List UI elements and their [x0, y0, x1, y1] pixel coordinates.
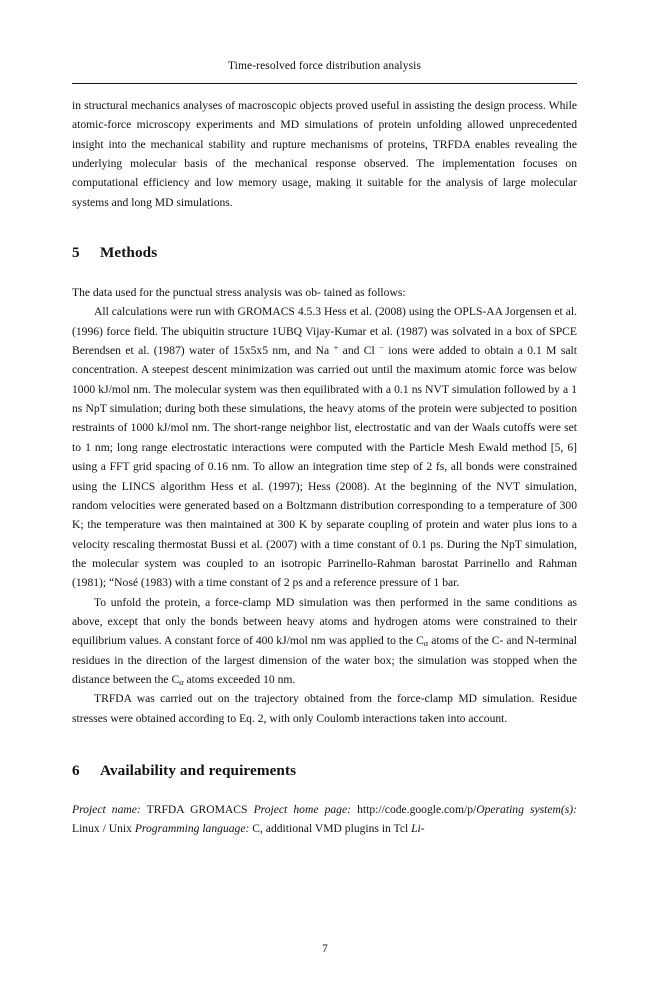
methods-paragraph-2 — [72, 593, 577, 690]
methods-intro-text: The data used for the punctual stress analysis was ob- tained as follows: — [72, 286, 406, 300]
header-rule — [72, 83, 577, 84]
section-title-availability: Availability and requirements — [100, 761, 297, 779]
methods-p1-part-b: and Cl — [338, 344, 380, 358]
spacer — [72, 263, 577, 283]
methods-p2-part-b: atoms of the C- and N-terminal residues in the direction of the largest dimension of the water box; the simulation was stopped when the distance between the C — [72, 634, 577, 686]
section-number-availability: 6 — [72, 761, 80, 779]
spacer — [72, 728, 577, 761]
c-alpha-subscript: α — [423, 639, 429, 649]
page-number: 7 — [322, 943, 328, 955]
value-operating-system: Linux / Unix — [72, 822, 132, 836]
methods-p2-part-c: atoms exceeded 10 nm. — [183, 672, 296, 686]
label-programming-language: Programming language: — [134, 822, 250, 836]
sodium-charge-superscript: + — [333, 343, 339, 353]
chloride-charge-superscript: − — [379, 343, 384, 353]
running-head: Time-resolved force distribution analysis — [227, 60, 422, 72]
spacer — [72, 781, 577, 800]
label-project-name: Project name: — [72, 802, 141, 816]
label-operating-system: Operating system(s): — [476, 802, 577, 816]
spacer — [72, 212, 577, 243]
availability-paragraph — [72, 800, 577, 839]
methods-paragraph-1 — [72, 302, 577, 592]
label-project-home-page: Project home page: — [253, 802, 351, 816]
methods-p3-text: TRFDA was carried out on the trajectory obtained from the force-clamp MD simulation. Residue stresses were obtained according to Eq. 2, with only Coulomb interactions taken into account. — [72, 692, 577, 725]
methods-p2-part-a: To unfold the protein, a force-clamp MD simulation was then performed in the same conditions as above, except that only the bonds between heavy atoms and hydrogen atoms were constrained to their equilibrium values. A constant force of 400 kJ/mol nm was applied to the C — [72, 595, 577, 648]
methods-intro-paragraph — [72, 283, 577, 302]
value-project-home-page: http://code.google.com/p/ — [357, 802, 477, 816]
value-project-name: TRFDA GROMACS — [146, 802, 248, 816]
label-trailing-fragment: Li- — [411, 822, 425, 836]
section-title-methods: Methods — [100, 244, 158, 262]
page-body — [72, 96, 577, 839]
value-programming-language: C, additional VMD plugins in Tcl — [252, 822, 409, 836]
c-alpha-subscript: α — [179, 677, 184, 687]
section-heading-methods — [72, 243, 577, 263]
methods-p1-part-a: All calculations were run with GROMACS 4.5.3 Hess et al. (2008) using the OPLS-AA Jorgensen et al. (1996) force field. The ubiquitin structure 1UBQ Vijay-Kumar et al. (1987) was solvated in a box of SPCE Berendsen et al. (1987) water of 15x5x5 nm, and Na — [72, 305, 577, 358]
methods-p1-part-c: ions were added to obtain a 0.1 M salt concentration. A steepest descent minimization was carried out until the maximum atomic force was below 1000 kJ/mol nm. The molecular system was then equilibrated with a 0.1 ns NVT simulation followed by a 1 ns NpT simulation; during both these simulations, the heavy atoms of the protein were subjected to position restraints of 1000 kJ/mol nm. The short-range neighbor list, electrostatic and van der Waals cutoffs were set to 1 nm; long range electrostatic interactions were computed with the Particle Mesh Ewald method [5, 6] using a FFT grid spacing of 0.16 nm. To allow an integration time step of 2 fs, all bonds were constrained using the LINCS algorithm Hess et al. (1997); Hess (2008). At the beginning of the NVT simulation, random velocities were generated based on a Boltzmann distribution corresponding to a temperature of 300 K; the temperature was then maintained at 300 K by separate coupling of protein and water plus ions to a velocity rescaling thermostat Bussi et al. (2007) with a time constant of 0.1 ps. During the NpT simulation, the molecular system was coupled to an isotropic Parrinello-Rahman barostat Parrinello and Rahman (1981); “Nosé (1983) with a time constant of 2 ps and a reference pressure of 1 bar. — [72, 344, 577, 590]
methods-paragraph-3 — [72, 689, 577, 728]
paragraph-continued — [72, 96, 577, 212]
paragraph-continued-text: in structural mechanics analyses of macroscopic objects proved useful in assisting the design process. While atomic-force microscopy experiments and MD simulations of protein unfolding allowed unprecedented insight into the mechanical stability and rupture mechanisms of proteins, TRFDA enables revealing the underlying molecular basis of the mechanical response observed. The implementation focuses on computational efficiency and low memory usage, making it suitable for the analysis of large molecular systems and long MD simulations. — [72, 99, 577, 209]
section-number-methods: 5 — [72, 244, 80, 262]
section-heading-availability — [72, 761, 577, 781]
